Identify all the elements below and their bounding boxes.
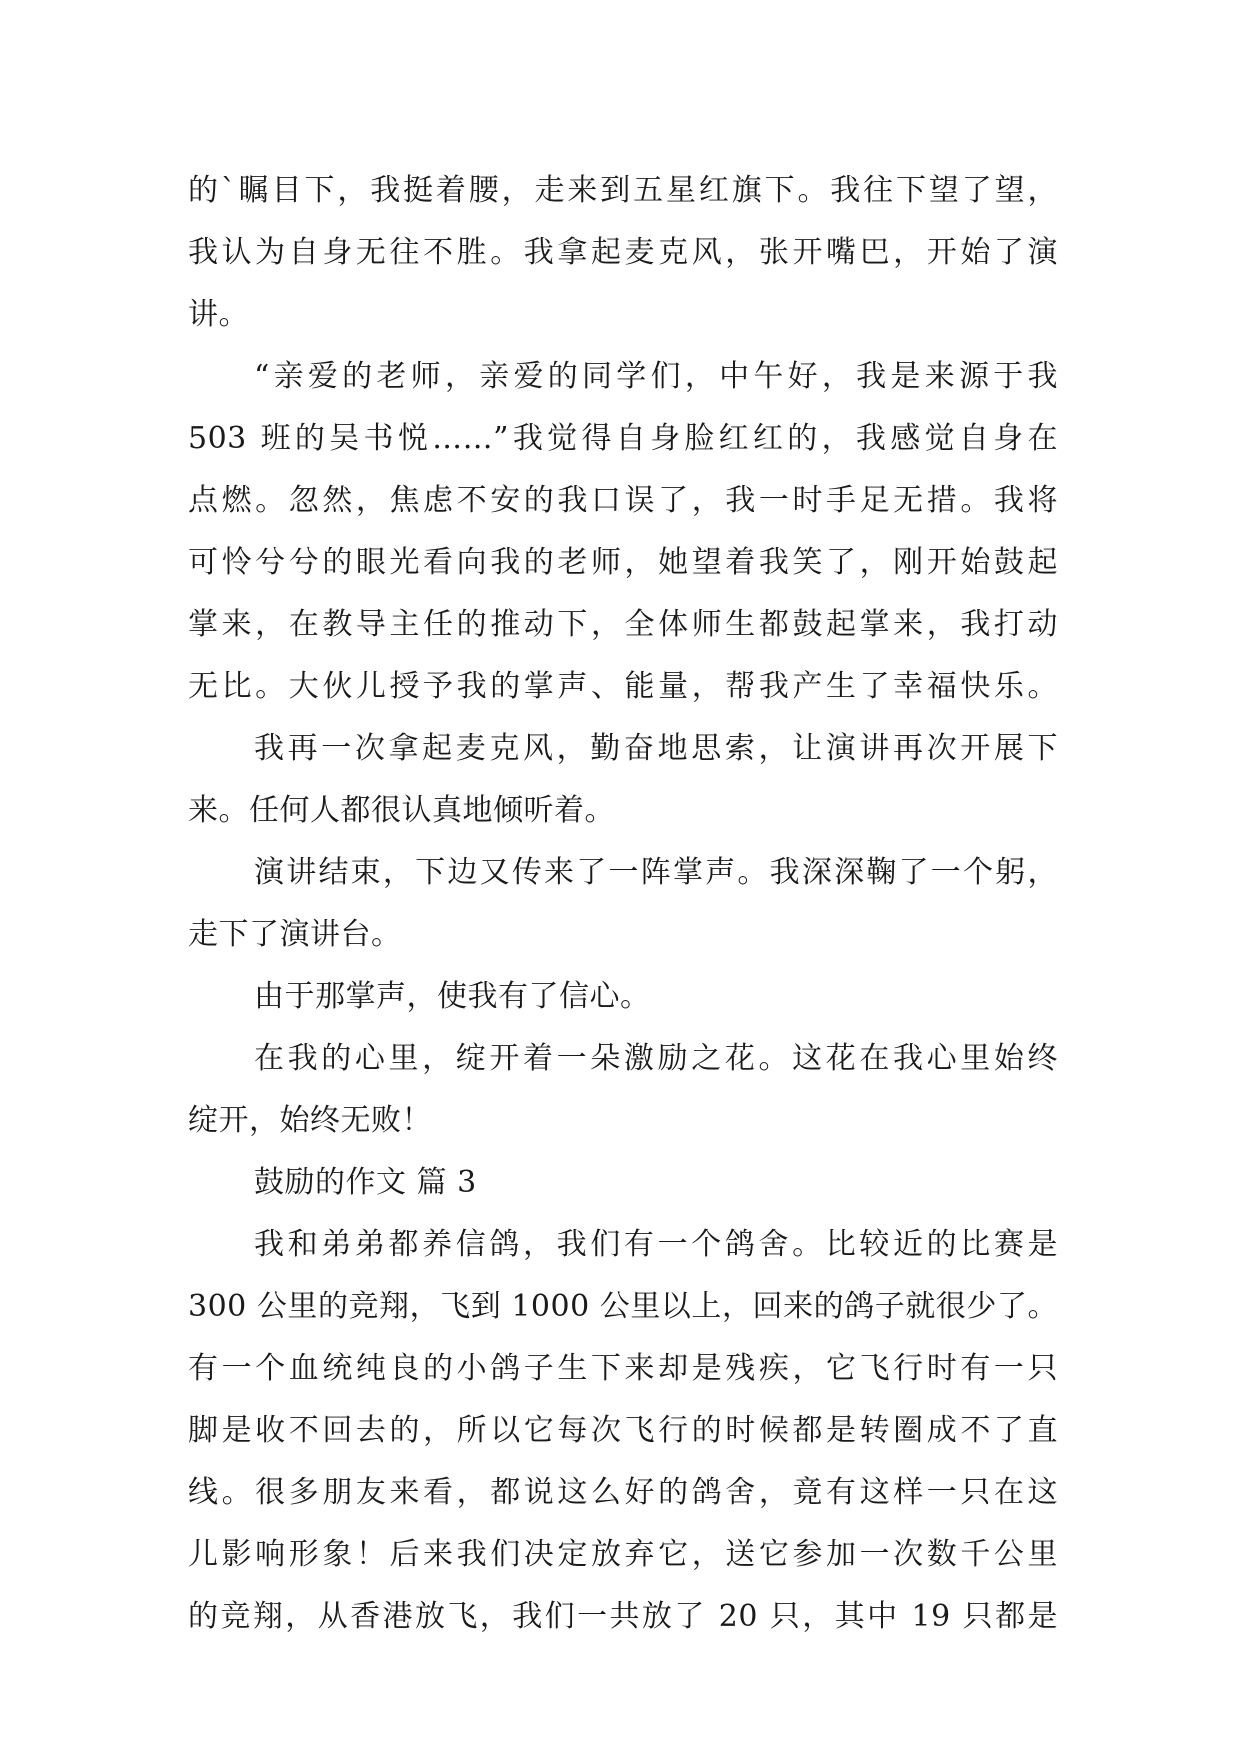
text-line: 300 公里的竞翔，飞到 1000 公里以上，回来的鸽子就很少了。 bbox=[188, 1289, 1058, 1324]
text-line: 来。任何人都很认真地倾听着。 bbox=[188, 793, 615, 828]
text-line: 点燃。忽然，焦虑不安的我口误了，我一时手足无措。我将 bbox=[188, 483, 1058, 518]
text-line: 有一个血统纯良的小鸽子生下来却是残疾，它飞行时有一只 bbox=[188, 1351, 1058, 1386]
text-line: “亲爱的老师，亲爱的同学们，中午好，我是来源于我 bbox=[254, 359, 1058, 394]
text-line: 掌来，在教导主任的推动下，全体师生都鼓起掌来，我打动 bbox=[188, 607, 1058, 642]
text-line: 儿影响形象！后来我们决定放弃它，送它参加一次数千公里 bbox=[188, 1537, 1058, 1572]
text-line: 我认为自身无往不胜。我拿起麦克风，张开嘴巴，开始了演 bbox=[188, 235, 1058, 270]
text-line: 无比。大伙儿授予我的掌声、能量，帮我产生了幸福快乐。 bbox=[188, 669, 1058, 704]
text-line: 的`瞩目下，我挺着腰，走来到五星红旗下。我往下望了望， bbox=[188, 173, 1058, 208]
text-line: 我和弟弟都养信鸽，我们有一个鸽舍。比较近的比赛是 bbox=[254, 1227, 1058, 1262]
text-line: 线。很多朋友来看，都说这么好的鸽舍，竟有这样一只在这 bbox=[188, 1475, 1058, 1510]
text-line: 绽开，始终无败！ bbox=[188, 1103, 432, 1138]
text-line: 走下了演讲台。 bbox=[188, 917, 402, 952]
text-line: 讲。 bbox=[188, 297, 249, 332]
section-heading: 鼓励的作文 篇 3 bbox=[254, 1165, 477, 1200]
text-line: 演讲结束，下边又传来了一阵掌声。我深深鞠了一个躬， bbox=[254, 855, 1058, 890]
text-line: 的竞翔，从香港放飞，我们一共放了 20 只，其中 19 只都是 bbox=[188, 1599, 1058, 1634]
text-line: 在我的心里，绽开着一朵激励之花。这花在我心里始终 bbox=[254, 1041, 1058, 1076]
text-line: 脚是收不回去的，所以它每次飞行的时候都是转圈成不了直 bbox=[188, 1413, 1058, 1448]
text-line: 我再一次拿起麦克风，勤奋地思索，让演讲再次开展下 bbox=[254, 731, 1058, 766]
text-line: 可怜兮兮的眼光看向我的老师，她望着我笑了，刚开始鼓起 bbox=[188, 545, 1058, 580]
text-line: 由于那掌声，使我有了信心。 bbox=[254, 979, 651, 1014]
document-body bbox=[188, 160, 1058, 1648]
text-line: 503 班的吴书悦……”我觉得自身脸红红的，我感觉自身在 bbox=[188, 421, 1058, 456]
